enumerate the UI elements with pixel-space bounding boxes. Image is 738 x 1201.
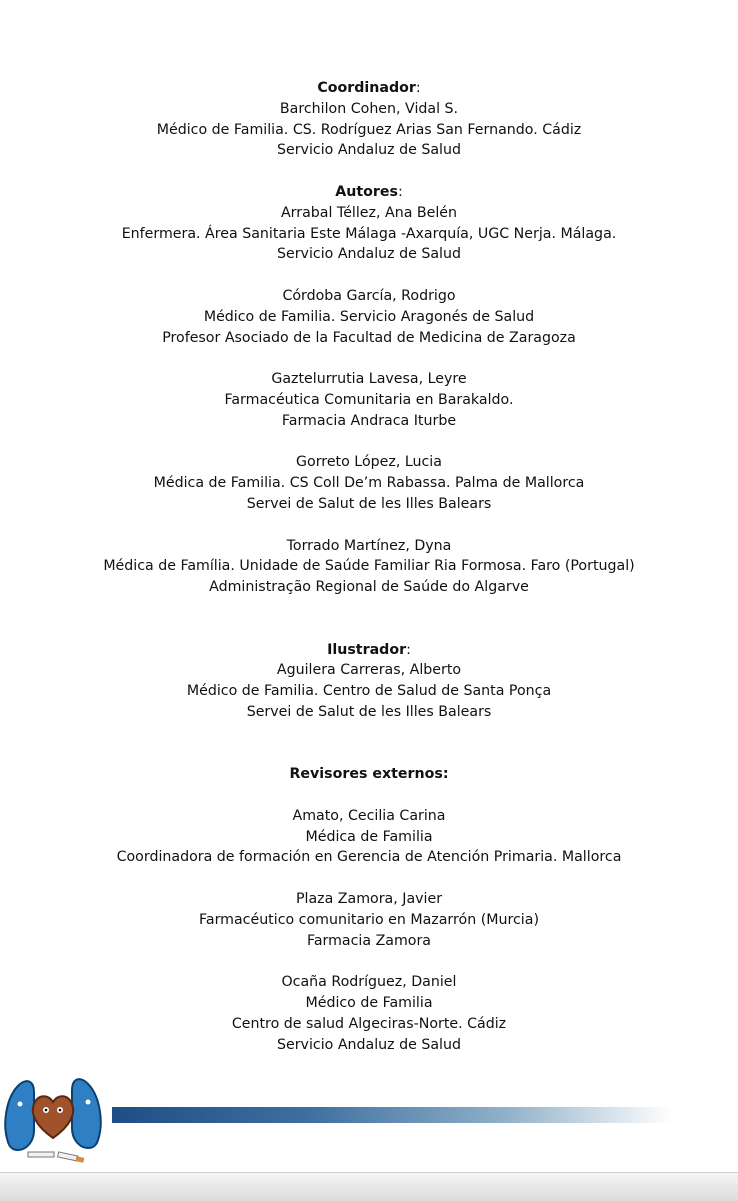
- author-name: Arrabal Téllez, Ana Belén: [280, 204, 458, 221]
- autores-colon: :: [397, 183, 403, 200]
- author-name: Gaztelurrutia Lavesa, Leyre: [271, 371, 467, 388]
- author-role: Farmacéutica Comunitaria en Barakaldo.: [224, 391, 514, 408]
- revisor-name: Ocaña Rodríguez, Daniel: [281, 974, 457, 991]
- coordinador-name: Barchilon Cohen, Vidal S.: [279, 100, 459, 117]
- revisores-heading: Revisores externos:: [289, 766, 449, 783]
- revisor-org: Farmacia Zamora: [306, 932, 432, 949]
- ilustrador-role: Médico de Familia. Centro de Salud de Santa Ponça: [186, 683, 552, 700]
- author-org: Administração Regional de Saúde do Algarve: [209, 579, 529, 596]
- revisor-role: Médica de Familia: [305, 828, 433, 845]
- ilustrador-heading-line: [0, 640, 738, 661]
- author-org: Servei de Salut de les Illes Balears: [246, 495, 492, 512]
- coordinador-colon: :: [415, 80, 421, 96]
- author-role: Enfermera. Área Sanitaria Este Málaga -Axarquía, UGC Nerja. Málaga.: [121, 225, 617, 242]
- author-role: Médico de Familia. Servicio Aragonés de Salud: [203, 308, 535, 325]
- revisor-org-extra: Servicio Andaluz de Salud: [276, 1036, 461, 1053]
- ilustrador-section: [0, 640, 738, 723]
- coordinador-org: Servicio Andaluz de Salud: [276, 142, 461, 159]
- revisor-org: Coordinadora de formación en Gerencia de Atención Primaria. Mallorca: [116, 849, 622, 866]
- ilustrador-name: Aguilera Carreras, Alberto: [276, 662, 462, 679]
- ilustrador-colon: :: [406, 641, 411, 658]
- footer-gradient-bar: [112, 1107, 672, 1123]
- author-org: Profesor Asociado de la Facultad de Medicina de Zaragoza: [162, 329, 576, 346]
- author-role: Médica de Familia. CS Coll De’m Rabassa. Palma de Mallorca: [153, 475, 585, 492]
- revisor-name: Plaza Zamora, Javier: [295, 891, 443, 908]
- author-name: Torrado Martínez, Dyna: [286, 537, 452, 554]
- bottom-scroll-strip: [0, 1172, 738, 1201]
- coordinador-heading-line: [0, 78, 738, 99]
- author-name: Córdoba García, Rodrigo: [282, 287, 456, 304]
- coordinador-section: [0, 78, 738, 161]
- autores-heading-line: [0, 182, 738, 203]
- coordinador-role: Médico de Familia. CS. Rodríguez Arias San Fernando. Cádiz: [156, 121, 582, 138]
- autores-section: [0, 182, 738, 598]
- revisor-org: Centro de salud Algeciras-Norte. Cádiz: [231, 1015, 507, 1032]
- ilustrador-org: Servei de Salut de les Illes Balears: [246, 703, 492, 720]
- author-org: Farmacia Andraca Iturbe: [281, 412, 457, 429]
- revisores-section: [0, 764, 738, 1055]
- author-role: Médica de Família. Unidade de Saúde Familiar Ria Formosa. Faro (Portugal): [103, 558, 635, 575]
- revisor-role: Farmacéutico comunitario en Mazarrón (Murcia): [199, 911, 539, 928]
- revisor-name: Amato, Cecilia Carina: [292, 807, 446, 824]
- ilustrador-heading: Ilustrador: [327, 641, 407, 658]
- lungs-heart-mascot-icon: [0, 1068, 112, 1164]
- autores-heading: Autores: [335, 183, 398, 200]
- author-org: Servicio Andaluz de Salud: [276, 246, 461, 263]
- coordinador-heading: Coordinador: [317, 80, 416, 96]
- revisor-role: Médico de Familia: [305, 995, 433, 1012]
- author-name: Gorreto López, Lucia: [296, 454, 442, 471]
- credits-page: [0, 78, 738, 1055]
